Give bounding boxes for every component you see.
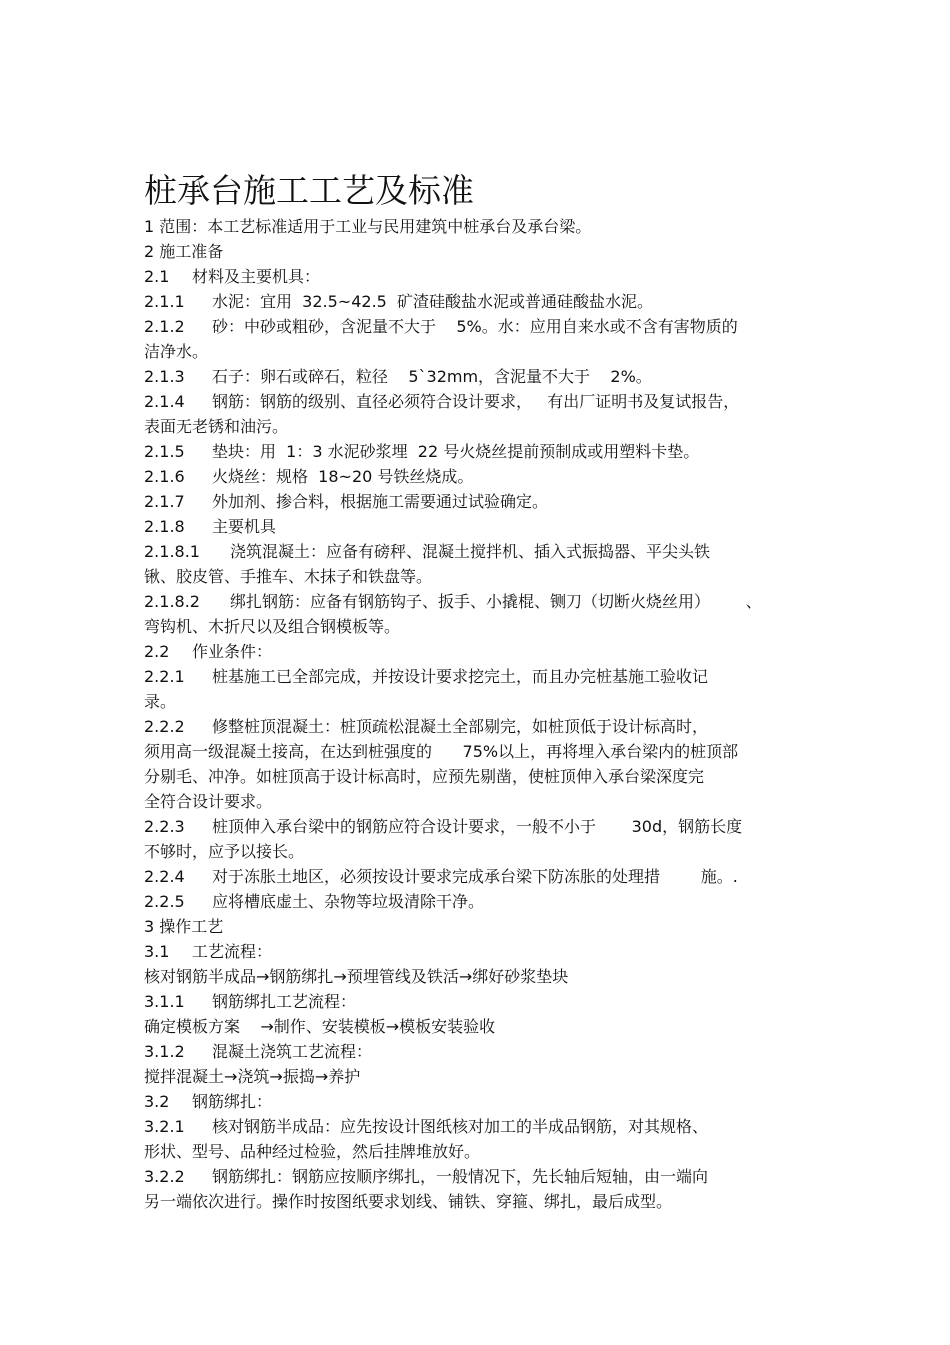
section-number: 2.1.6 [144,467,185,486]
section-number: 2.2.5 [144,892,185,911]
section-number: 3.2.2 [144,1167,185,1186]
line-text: 主要机具 [212,517,277,536]
text-line [144,1114,824,1139]
section-number: 3.1.2 [144,1042,185,1061]
section-number: 2.1.8.1 [144,542,200,561]
line-text: 核对钢筋半成品→钢筋绑扎→预埋管线及铁活→绑好砂浆垫块 [144,967,569,986]
section-number: 2.1.8 [144,517,185,536]
section-number: 2.1.8.2 [144,592,200,611]
text-line [144,289,824,314]
line-text: 外加剂、掺合料，根据施工需要通过试验确定。 [212,492,549,511]
text-line [144,889,824,914]
text-line [144,514,824,539]
line-text: 不够时，应予以接长。 [144,842,305,861]
line-text: 2 施工准备 [144,242,224,261]
text-line [144,1189,824,1214]
line-text: 确定模板方案 →制作、安装模板→模板安装验收 [144,1017,496,1036]
text-line [144,814,824,839]
text-line [144,739,824,764]
line-text: 弯钩机、木折尺以及组合钢模板等。 [144,617,401,636]
line-text: 形状、型号、品种经过检验，然后挂牌堆放好。 [144,1142,481,1161]
section-number: 2.1.3 [144,367,185,386]
line-text: 另一端依次进行。操作时按图纸要求划线、铺铁、穿箍、绑扎，最后成型。 [144,1192,673,1211]
line-text: 表面无老锈和油污。 [144,417,289,436]
text-line [144,439,824,464]
text-line [144,1139,824,1164]
text-line [144,764,824,789]
section-number: 2.1.2 [144,317,185,336]
line-text: 作业条件： [192,642,273,661]
text-line [144,639,824,664]
section-number: 2.1.7 [144,492,185,511]
text-line [144,614,824,639]
section-number: 2.1.5 [144,442,185,461]
line-text: 1 范围：本工艺标准适用于工业与民用建筑中桩承台及承台梁。 [144,217,592,236]
line-text: 对于冻胀土地区，必须按设计要求完成承台梁下防冻胀的处理措 施。. [212,867,738,886]
text-line [144,714,824,739]
line-text: 录。 [144,692,177,711]
text-line [144,914,824,939]
section-number: 2.2 [144,642,170,661]
line-text: 搅拌混凝土→浇筑→振捣→养护 [144,1067,361,1086]
text-line [144,864,824,889]
line-text: 石子：卵石或碎石，粒径 5`32mm，含泥量不大于 2%。 [212,367,652,386]
document-body [144,214,824,1214]
section-number: 2.1.4 [144,392,185,411]
line-text: 锹、胶皮管、手推车、木抹子和铁盘等。 [144,567,433,586]
section-number: 3.2 [144,1092,170,1111]
text-line [144,339,824,364]
text-line [144,414,824,439]
line-text: 水泥：宜用 32.5~42.5 矿渣硅酸盐水泥或普通硅酸盐水泥。 [212,292,654,311]
line-text: 砂：中砂或粗砂，含泥量不大于 5%。水：应用自来水或不含有害物质的 [212,317,738,336]
line-text: 钢筋：钢筋的级别、直径必须符合设计要求， 有出厂证明书及复试报告， [212,392,740,411]
text-line [144,464,824,489]
text-line [144,689,824,714]
document-page [144,168,824,1214]
section-number: 2.2.4 [144,867,185,886]
text-line [144,1064,824,1089]
section-number: 3.2.1 [144,1117,185,1136]
section-number: 2.2.1 [144,667,185,686]
text-line [144,839,824,864]
text-line [144,989,824,1014]
line-text: 分剔毛、冲净。如桩顶高于设计标高时，应预先剔凿，使桩顶伸入承台梁深度完 [144,767,705,786]
text-line [144,939,824,964]
text-line [144,789,824,814]
text-line [144,1039,824,1064]
line-text: 绑扎钢筋：应备有钢筋钩子、扳手、小撬棍、铡刀（切断火烧丝用） 、 [230,592,762,611]
line-text: 钢筋绑扎：钢筋应按顺序绑扎，一般情况下，先长轴后短轴，由一端向 [212,1167,709,1186]
line-text: 钢筋绑扎工艺流程： [212,992,357,1011]
line-text: 洁净水。 [144,342,209,361]
text-line [144,964,824,989]
text-line [144,539,824,564]
line-text: 工艺流程： [192,942,273,961]
text-line [144,314,824,339]
line-text: 3 操作工艺 [144,917,224,936]
text-line [144,364,824,389]
line-text: 混凝土浇筑工艺流程： [212,1042,373,1061]
text-line [144,489,824,514]
line-text: 应将槽底虚土、杂物等垃圾清除干净。 [212,892,485,911]
section-number: 2.2.3 [144,817,185,836]
section-number: 2.1 [144,267,170,286]
section-number: 3.1 [144,942,170,961]
text-line [144,214,824,239]
text-line [144,389,824,414]
text-line [144,264,824,289]
line-text: 材料及主要机具： [192,267,321,286]
line-text: 火烧丝：规格 18~20 号铁丝烧成。 [212,467,474,486]
text-line [144,564,824,589]
text-line [144,664,824,689]
line-text: 修整桩顶混凝土：桩顶疏松混凝土全部剔完，如桩顶低于设计标高时， [212,717,709,736]
text-line [144,239,824,264]
line-text: 垫块：用 1：3 水泥砂浆埋 22 号火烧丝提前预制成或用塑料卡垫。 [212,442,700,461]
line-text: 全符合设计要求。 [144,792,273,811]
section-number: 3.1.1 [144,992,185,1011]
section-number: 2.1.1 [144,292,185,311]
line-text: 桩基施工已全部完成，并按设计要求挖完土，而且办完桩基施工验收记 [212,667,709,686]
text-line [144,1164,824,1189]
document-title: 桩承台施工工艺及标准 [144,171,474,210]
line-text: 桩顶伸入承台梁中的钢筋应符合设计要求，一般不小于 30d，钢筋长度 [212,817,743,836]
text-line [144,589,824,614]
text-line [144,1089,824,1114]
section-number: 2.2.2 [144,717,185,736]
line-text: 钢筋绑扎： [192,1092,273,1111]
text-line [144,1014,824,1039]
line-text: 须用高一级混凝土接高，在达到桩强度的 75%以上，再将埋入承台梁内的桩顶部 [144,742,739,761]
line-text: 核对钢筋半成品：应先按设计图纸核对加工的半成品钢筋，对其规格、 [212,1117,709,1136]
line-text: 浇筑混凝土：应备有磅秤、混凝土搅拌机、插入式振捣器、平尖头铁 [230,542,711,561]
